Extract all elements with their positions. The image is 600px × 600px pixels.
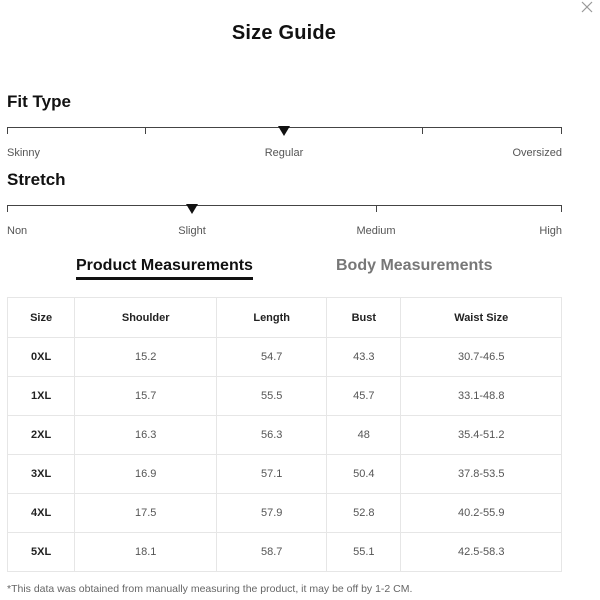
- stretch-option-medium: Medium: [356, 225, 396, 237]
- stretch-option-slight: Slight: [178, 225, 206, 237]
- shoulder-cell: 16.3: [75, 416, 217, 455]
- column-header-bust: Bust: [327, 298, 401, 338]
- waist-size-cell: 33.1-48.8: [401, 377, 562, 416]
- waist-size-cell: 37.8-53.5: [401, 455, 562, 494]
- stretch-option-non: Non: [7, 225, 28, 237]
- stretch-tick: [376, 205, 377, 212]
- tab-body-measurements[interactable]: Body Measurements: [336, 257, 493, 274]
- length-cell: 54.7: [217, 338, 327, 377]
- fit-option-regular: Regular: [264, 147, 304, 159]
- length-cell: 55.5: [217, 377, 327, 416]
- shoulder-cell: 16.9: [75, 455, 217, 494]
- shoulder-cell: 15.7: [75, 377, 217, 416]
- close-icon[interactable]: [580, 0, 594, 14]
- stretch-indicator: [186, 204, 198, 214]
- fit-type-options: [7, 147, 562, 163]
- stretch-scale: [7, 205, 562, 213]
- table-header-row: [8, 298, 562, 338]
- stretch-option-high: High: [539, 225, 562, 237]
- stretch-tick: [561, 205, 562, 212]
- length-cell: 56.3: [217, 416, 327, 455]
- size-cell: 0XL: [8, 338, 75, 377]
- bust-cell: 55.1: [327, 533, 401, 572]
- size-cell: 2XL: [8, 416, 75, 455]
- fit-type-scale: [7, 127, 562, 135]
- fit-type-tick: [422, 127, 423, 134]
- fit-type-tick: [7, 127, 8, 134]
- stretch-scale-line: [7, 205, 562, 206]
- tab-product-measurements[interactable]: Product Measurements: [76, 257, 253, 280]
- fit-option-oversized: Oversized: [512, 147, 562, 159]
- size-cell: 3XL: [8, 455, 75, 494]
- table-row: [8, 338, 562, 377]
- page-title: Size Guide: [231, 22, 337, 44]
- size-cell: 4XL: [8, 494, 75, 533]
- shoulder-cell: 18.1: [75, 533, 217, 572]
- column-header-shoulder: Shoulder: [75, 298, 217, 338]
- column-header-length: Length: [217, 298, 327, 338]
- bust-cell: 45.7: [327, 377, 401, 416]
- size-table: [7, 297, 562, 572]
- stretch-label: Stretch: [7, 170, 66, 189]
- fit-type-tick: [145, 127, 146, 134]
- length-cell: 57.1: [217, 455, 327, 494]
- shoulder-cell: 17.5: [75, 494, 217, 533]
- length-cell: 57.9: [217, 494, 327, 533]
- stretch-options: [7, 225, 562, 241]
- waist-size-cell: 40.2-55.9: [401, 494, 562, 533]
- column-header-waist-size: Waist Size: [401, 298, 562, 338]
- table-row: [8, 377, 562, 416]
- size-cell: 1XL: [8, 377, 75, 416]
- waist-size-cell: 35.4-51.2: [401, 416, 562, 455]
- size-cell: 5XL: [8, 533, 75, 572]
- waist-size-cell: 42.5-58.3: [401, 533, 562, 572]
- fit-option-skinny: Skinny: [7, 147, 41, 159]
- shoulder-cell: 15.2: [75, 338, 217, 377]
- measurement-disclaimer: *This data was obtained from manually measuring the product, it may be off by 1-2 CM.: [7, 583, 413, 595]
- fit-type-tick: [561, 127, 562, 134]
- waist-size-cell: 30.7-46.5: [401, 338, 562, 377]
- stretch-tick: [7, 205, 8, 212]
- bust-cell: 48: [327, 416, 401, 455]
- table-row: [8, 455, 562, 494]
- fit-type-label: Fit Type: [7, 92, 71, 111]
- bust-cell: 52.8: [327, 494, 401, 533]
- length-cell: 58.7: [217, 533, 327, 572]
- bust-cell: 50.4: [327, 455, 401, 494]
- column-header-size: Size: [8, 298, 75, 338]
- fit-type-indicator: [278, 126, 290, 136]
- table-row: [8, 416, 562, 455]
- bust-cell: 43.3: [327, 338, 401, 377]
- table-row: [8, 533, 562, 572]
- table-row: [8, 494, 562, 533]
